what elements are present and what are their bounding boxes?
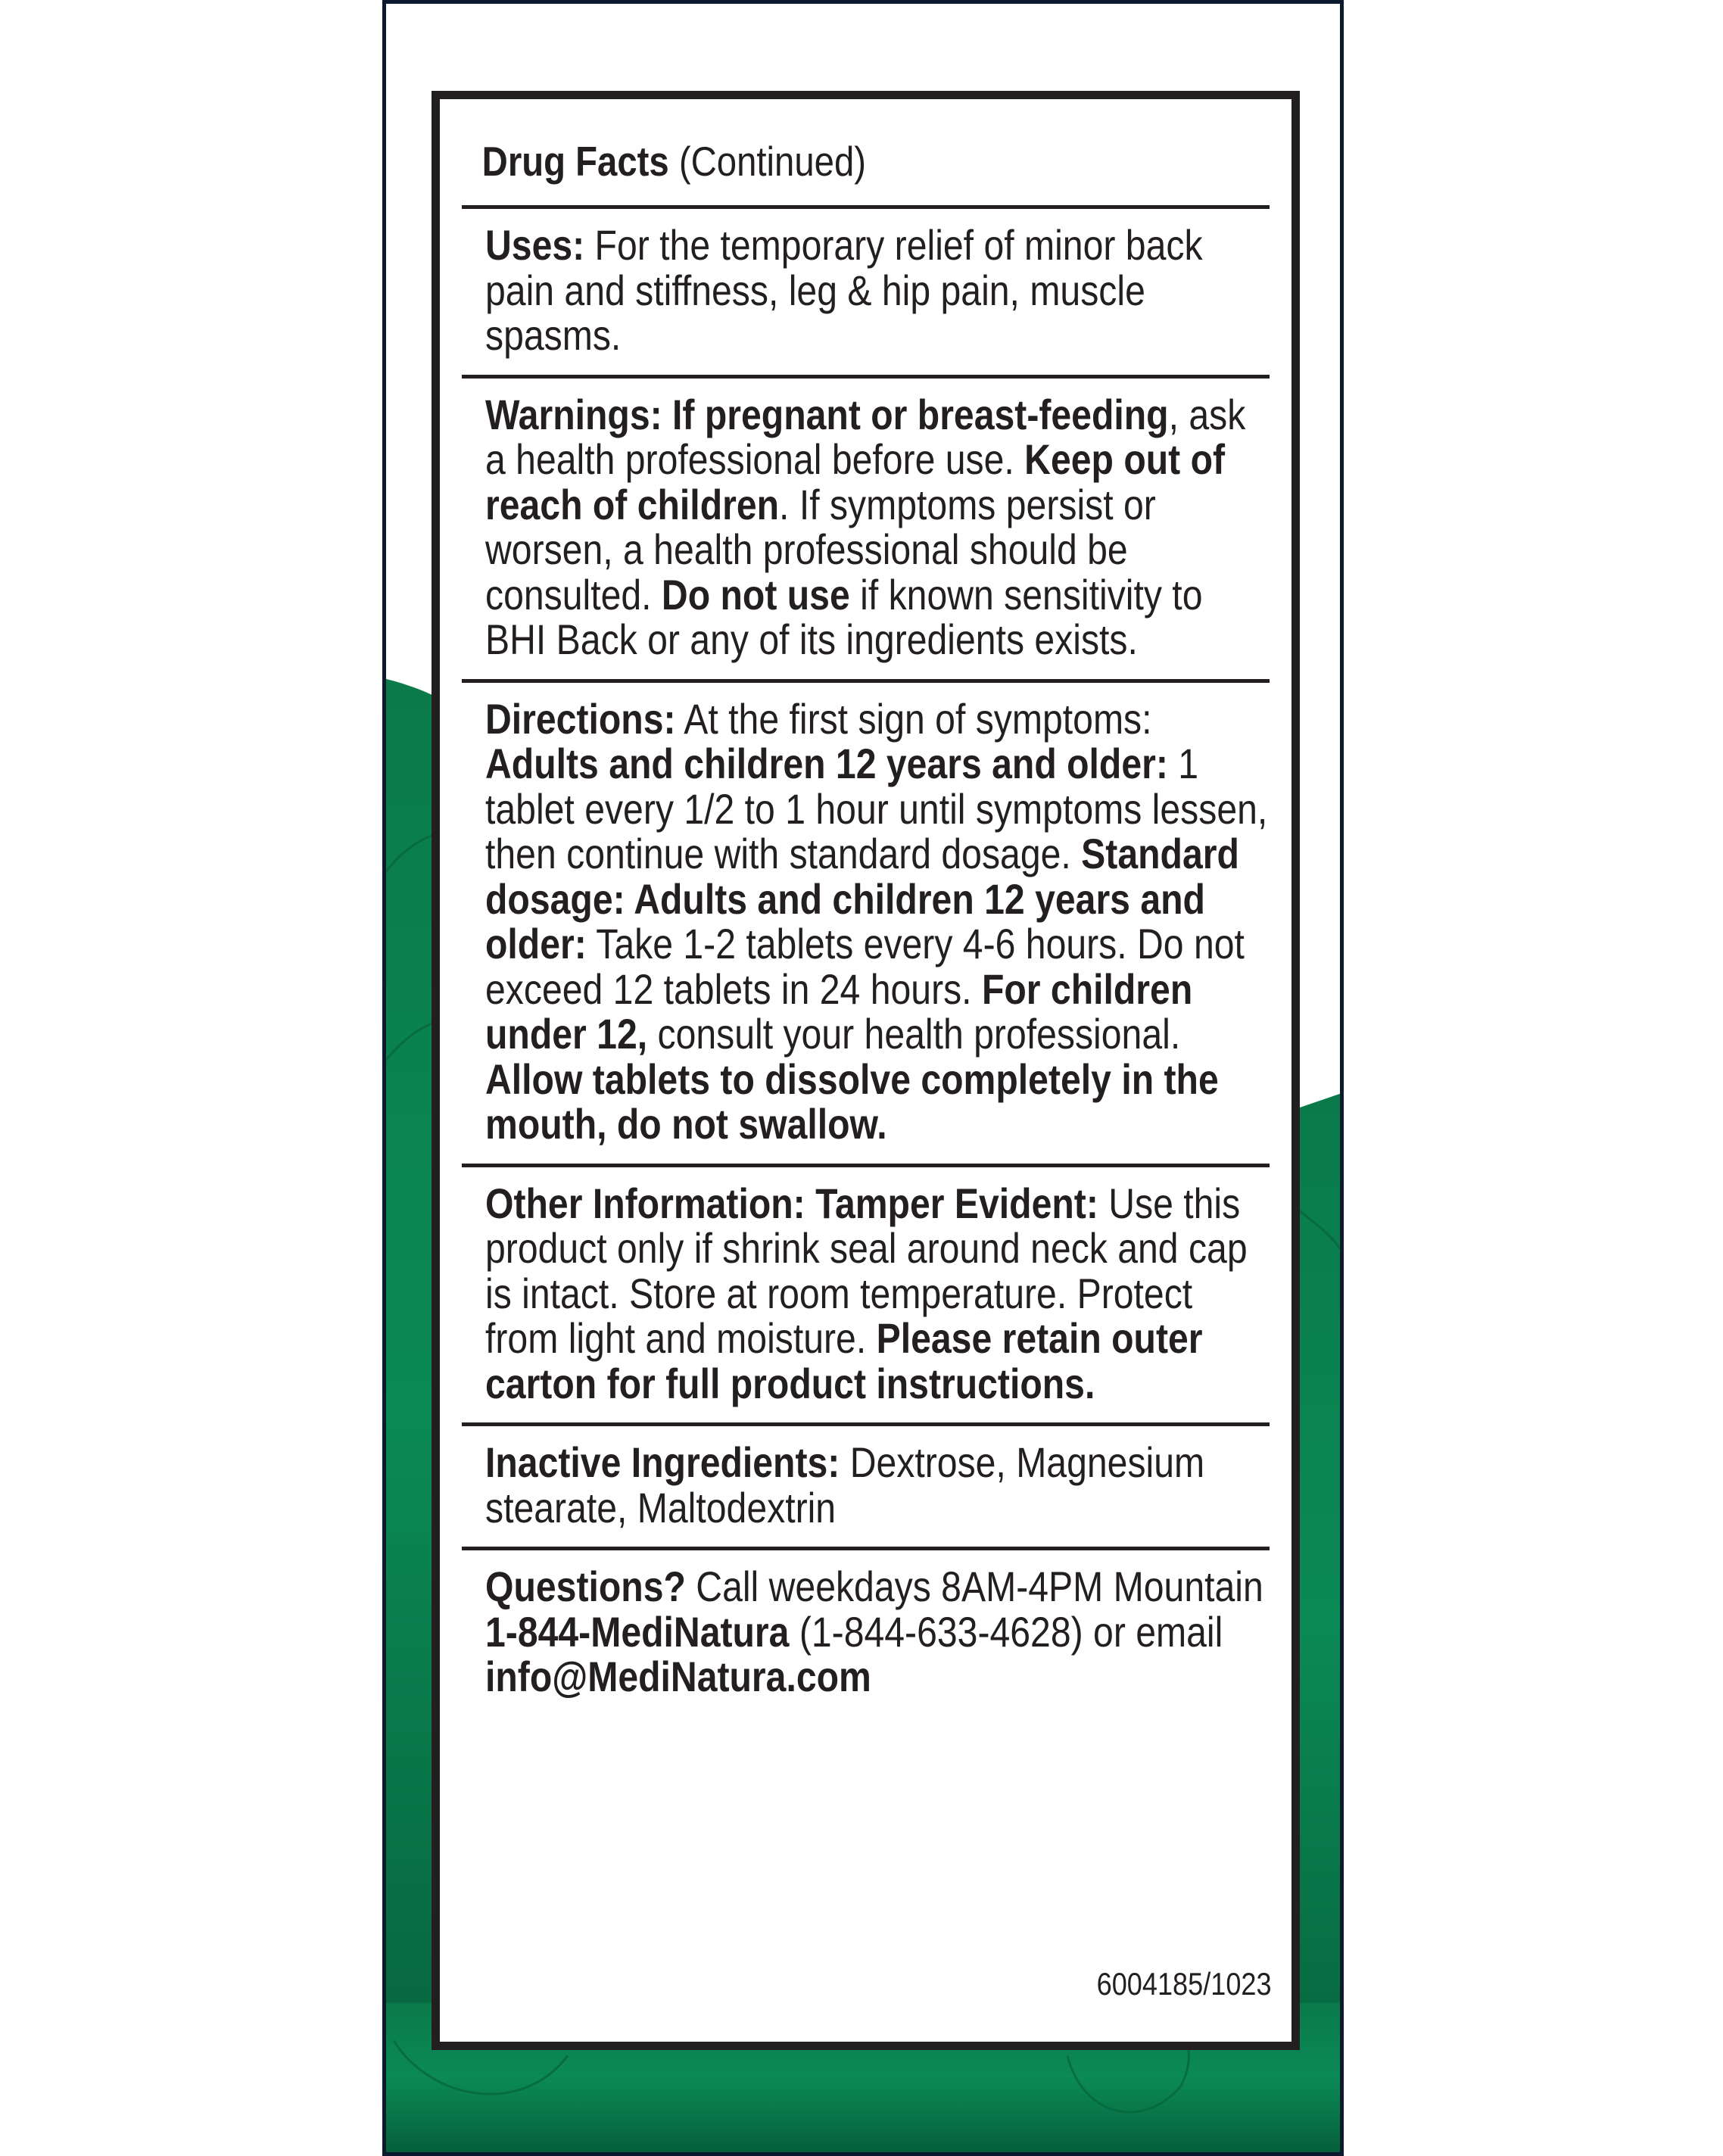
questions-text: (1-844-633-4628) or email [789,1607,1223,1656]
directions-text: Take 1-2 tablets every 4-6 hours. Do not exceed 12 tablets in 24 hours. [485,920,1245,1013]
lot-code: 6004185/1023 [1096,1966,1272,2002]
warnings-text: . If symptoms persist or worsen, a health professional should be consulted. [485,480,1156,618]
warnings-section [462,379,1270,679]
phone-link[interactable]: 1-844-MediNatura [485,1607,790,1656]
warnings-do-not-use: Do not use [661,570,850,618]
other-info-section [462,1167,1270,1423]
directions-text: consult your health professional. [647,1010,1181,1058]
uses-section [462,209,1270,375]
warnings-text: , ask a health professional before use. [485,390,1246,483]
label-panel [382,0,1344,2156]
warnings-text: if known sensitivity to BHI Back or any of its ingredients exists. [485,570,1203,663]
title-bold: Drug Facts [481,138,669,185]
questions-section [462,1550,1270,1716]
directions-text: At the first sign of symptoms: [675,694,1152,743]
email-link[interactable]: info@MediNatura.com [485,1653,871,1700]
title-continued: (Continued) [668,138,867,185]
directions-children: For children under 12, [485,964,1193,1058]
warnings-pregnant: If pregnant or breast-feeding [662,390,1169,438]
other-info-label: Other Information: Tamper Evident: [485,1179,1098,1227]
drug-facts-title [462,99,1157,205]
questions-text: Call weekdays 8AM-4PM Mountain [685,1562,1263,1610]
other-info-retain: Please retain outer carton for full product instructions. [485,1314,1203,1407]
directions-dissolve: Allow tablets to dissolve completely in the mouth, do not swallow. [485,1055,1219,1148]
directions-standard: Standard dosage: Adults and children 12 years and older: [485,830,1239,967]
inactive-label: Inactive Ingredients: [485,1438,840,1486]
drug-facts-box [432,91,1300,2050]
directions-text: 1 tablet every 1/2 to 1 hour until symptoms lessen, then continue with standard dosage. [485,740,1268,877]
other-info-text: Use this product only if shrink seal around neck and cap is intact. Store at room temperature. Protect from light and moisture. [485,1179,1248,1362]
directions-label: Directions: [485,694,676,743]
directions-section [462,683,1270,1164]
directions-adults: Adults and children 12 years and older: [485,740,1168,787]
inactive-text: Dextrose, Magnesium stearate, Maltodextrin [485,1438,1205,1531]
uses-label: Uses: [485,221,585,269]
warnings-keep-out: Keep out of reach of children [485,435,1226,528]
uses-text: For the temporary relief of minor back pain and stiffness, leg & hip pain, muscle spasms. [485,221,1203,359]
inactive-ingredients-section [462,1426,1270,1547]
warnings-label: Warnings: [485,390,662,438]
questions-label: Questions? [485,1562,686,1610]
